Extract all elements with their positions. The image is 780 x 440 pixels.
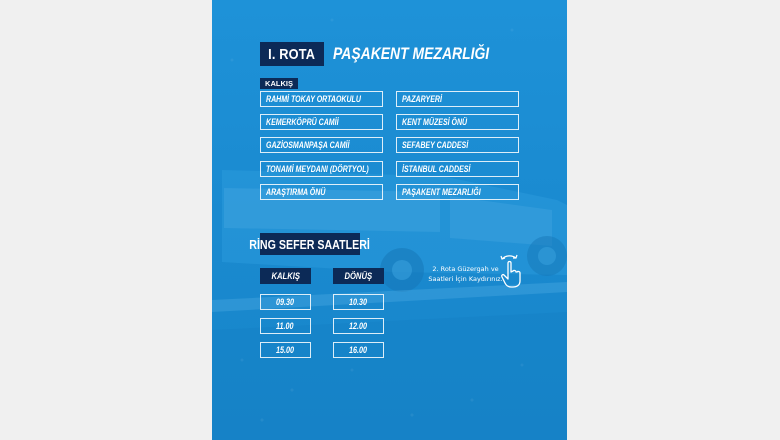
departure-time [260,318,311,334]
stop-label: GAZİOSMANPAŞA CAMİİ [266,140,350,150]
return-time [333,342,384,358]
stop-item [260,184,383,200]
time-label: 12.00 [349,321,368,331]
schedule-title-box [249,233,371,255]
stop-label: PAZARYERİ [402,94,442,104]
stop-item [396,91,519,107]
return-time [333,294,384,310]
route-poster[interactable] [212,0,567,440]
schedule-title: RİNG SEFER SAATLERİ [249,236,371,252]
stop-item [396,161,519,177]
stop-item [260,114,383,130]
swipe-hint-line1: 2. Rota Güzergah ve [432,265,499,273]
departure-time [260,342,311,358]
time-label: 15.00 [276,345,295,355]
stop-item [396,114,519,130]
stop-item [260,91,383,107]
stop-label: ARAŞTIRMA ÖNÜ [266,187,326,197]
return-time [333,318,384,334]
stop-label: İSTANBUL CADDESİ [402,164,471,174]
time-label: 16.00 [349,345,368,355]
stop-item [260,137,383,153]
departure-header-box [260,268,311,284]
stop-label: SEFABEY CADDESİ [402,140,469,150]
route-number-label: I. ROTA [268,45,316,63]
time-label: 09.30 [276,297,295,307]
stop-label: PAŞAKENT MEZARLIĞI [402,187,481,197]
time-label: 10.30 [349,297,368,307]
swipe-hint-line2: Saatleri İçin Kaydırınız. [428,275,503,283]
return-header: DÖNÜŞ [344,271,373,281]
route-number-badge [260,42,324,66]
stop-label: KEMERKÖPRÜ CAMİİ [266,117,339,127]
return-header-box [333,268,384,284]
stop-label: RAHMİ TOKAY ORTAOKULU [266,94,361,104]
time-label: 11.00 [276,321,294,331]
stop-item [396,137,519,153]
route-name: PAŞAKENT MEZARLIĞI [333,44,490,63]
swipe-hand-icon[interactable] [498,253,524,289]
stop-item [260,161,383,177]
bus-background-image [212,0,567,440]
stop-item [396,184,519,200]
stop-label: TONAMİ MEYDANI (DÖRTYOL) [266,164,369,174]
departure-header: KALKIŞ [271,271,300,281]
departure-label-box [260,78,298,89]
stop-label: KENT MÜZESİ ÖNÜ [402,117,468,127]
departure-label: KALKIŞ [265,79,293,88]
departure-time [260,294,311,310]
